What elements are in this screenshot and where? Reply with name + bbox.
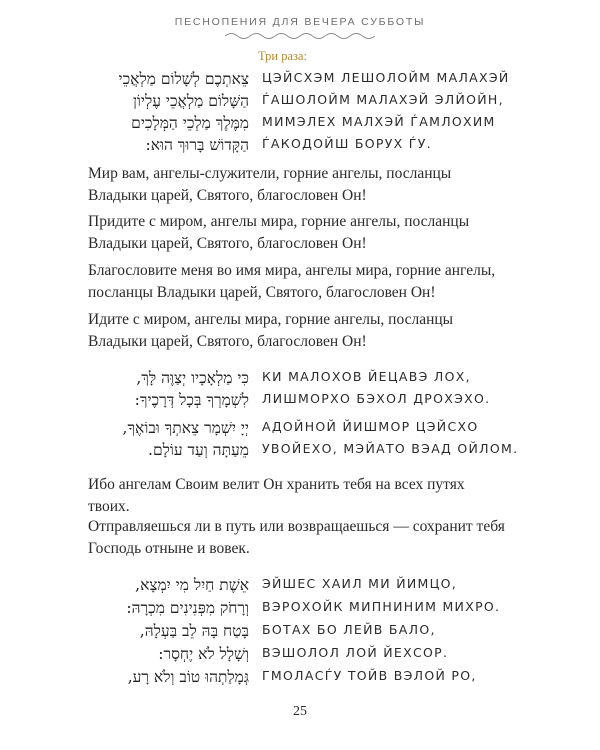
hebrew-text: אֵשֶׁת חַיִל מִי יִמְצָא,: [135, 576, 249, 594]
hebrew-text: בָּטַח בָּהּ לֵב בַּעְלָהּ,: [139, 622, 249, 640]
hebrew-text: צֵאתְכֶם לְשָׁלוֹם מַלְאֲכֵי: [118, 70, 249, 88]
verse-line: [0, 599, 600, 621]
verse-line: [0, 114, 600, 136]
verse-line: [0, 441, 600, 463]
verse-line: [0, 136, 600, 158]
translation-paragraph: Ибо ангелам Своим велит Он хранить тебя на всех путях твоих.: [88, 476, 465, 515]
running-header: ПЕСНОПЕНИЯ ДЛЯ ВЕЧЕРА СУББОТЫ: [174, 16, 426, 28]
hebrew-text: מִמֶּלֶךְ מַלְכֵי הַמְּלָכִים: [131, 114, 249, 132]
hebrew-text: מֵעַתָּה וְעַד עוֹלָם.: [148, 441, 249, 459]
transliteration-text: ЭЙШЕС ХАИЛ МИ ЙИМЦО,: [262, 576, 457, 591]
transliteration-text: МИМЭЛЕХ МАЛХЭЙ ЃАМЛОХИМ: [262, 114, 496, 129]
wave-ornament: [225, 31, 375, 41]
transliteration-text: ГМОЛАСЃУ ТОЙВ ВЭЛОЙ РО,: [262, 668, 477, 683]
transliteration-text: ЦЭЙСХЭМ ЛЕШОЛОЙМ МАЛАХЭЙ: [262, 70, 510, 85]
transliteration-text: ЛИШМОРХО БЭХОЛ ДРОХЭХО.: [262, 391, 491, 406]
hebrew-text: וְשָׁלָל לֹא יֶחְסָר:: [158, 645, 249, 663]
transliteration-text: ЃАШОЛОЙМ МАЛАХЭЙ ЭЛЙОЙН,: [262, 92, 504, 107]
transliteration-text: УВОЙЕХО, МЭЙАТО ВЭАД ОЙЛОМ.: [262, 441, 519, 456]
translation-paragraph: Придите с миром, ангелы мира, горние ангелы, посланцы Владыки царей, Святого, благословен Он!: [88, 213, 470, 252]
verse-line: [0, 668, 600, 690]
verse-line: [0, 391, 600, 413]
hebrew-text: כִּי מַלְאָכָיו יְצַוֶּה לָּךְ,: [136, 369, 249, 387]
verse-line: [0, 419, 600, 441]
page-number: 25: [293, 704, 307, 719]
transliteration-text: ЃАКОДОЙШ БОРУХ ЃУ.: [262, 136, 432, 151]
transliteration-text: ВЭШОЛОЛ ЛОЙ ЙЕХСОР.: [262, 645, 449, 660]
translation-paragraph: Отправляешься ли в путь или возвращаешься — сохранит тебя Господь отныне и вовек.: [88, 518, 505, 557]
verse-line: [0, 369, 600, 391]
verse-line: [0, 70, 600, 92]
transliteration-text: КИ МАЛОХОВ ЙЕЦАВЭ ЛОХ,: [262, 369, 471, 384]
hebrew-text: הַקָּדוֹשׁ בָּרוּךְ הוּא:: [145, 136, 249, 154]
translation-paragraph: Благословите меня во имя мира, ангелы мира, горние ангелы, посланцы Владыки царей, Святого, благословен Он!: [88, 262, 496, 301]
transliteration-text: АДОЙНОЙ ЙИШМОР ЦЭЙСХО: [262, 419, 479, 434]
transliteration-text: ВЭРОХОЙК МИПНИНИМ МИХРО.: [262, 599, 501, 614]
repeat-note: Три раза:: [258, 49, 307, 63]
translation-paragraph: Идите с миром, ангелы мира, горние ангелы, посланцы Владыки царей, Святого, благословен Он!: [88, 311, 454, 350]
verse-line: [0, 645, 600, 667]
transliteration-text: БОТАХ БО ЛЕЙВ БАЛО,: [262, 622, 436, 637]
verse-line: [0, 622, 600, 644]
hebrew-text: לִשְׁמָרְךָ בְּכָל דְּרָכֶיךָ:: [134, 391, 249, 409]
hebrew-text: הַשָּׁלוֹם מַלְאֲכֵי עֶלְיוֹן: [132, 92, 249, 110]
hebrew-text: יְיָ יִשְׁמָר צֵאתְךָ וּבוֹאֶךָ,: [122, 419, 249, 437]
hebrew-text: גְּמָלַתְהוּ טוֹב וְלֹא רָע,: [127, 668, 249, 686]
verse-line: [0, 576, 600, 598]
verse-line: [0, 92, 600, 114]
translation-paragraph: Мир вам, ангелы-служители, горние ангелы, посланцы Владыки царей, Святого, благословен Он!: [88, 165, 452, 204]
hebrew-text: וְרָחֹק מִפְּנִינִים מִכְרָהּ:: [126, 599, 249, 617]
